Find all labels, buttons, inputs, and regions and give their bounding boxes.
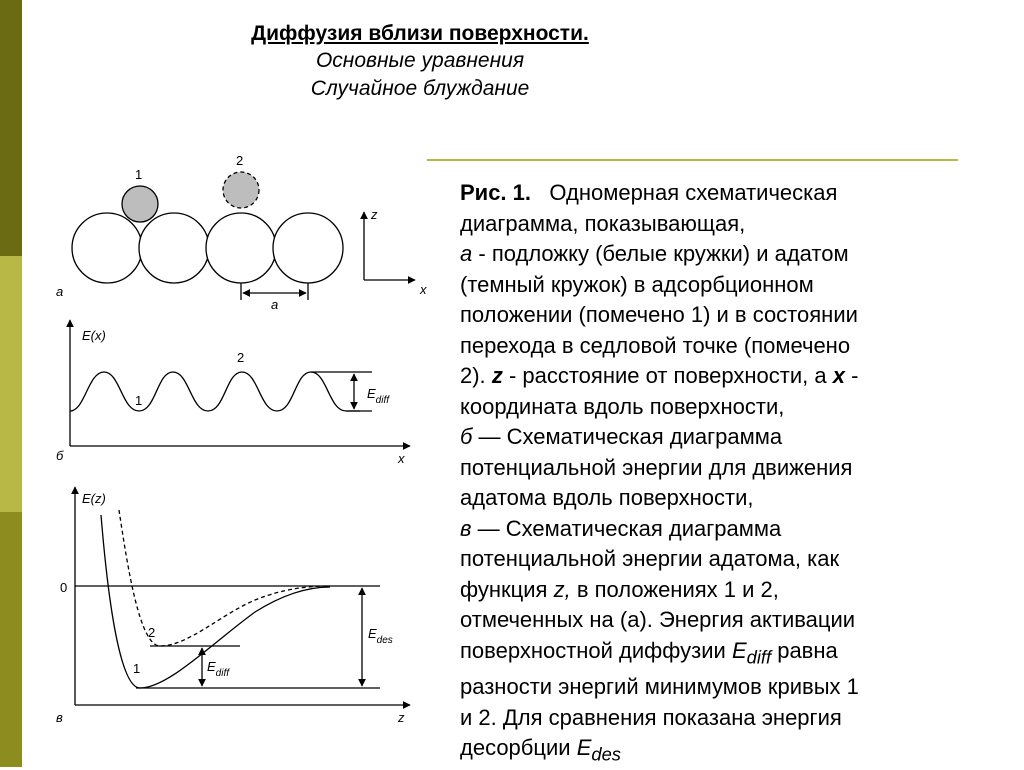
periodic-potential-curve	[70, 372, 360, 411]
caption-line: отмеченных на (а). Энергия активации	[460, 607, 856, 632]
ez-ylabel: E(z)	[82, 491, 106, 506]
curve-2-label: 2	[148, 625, 156, 640]
saddle-2-label: 2	[237, 350, 245, 365]
substrate-atom	[273, 213, 343, 283]
side-stripe-dark	[0, 0, 22, 256]
figure-caption	[460, 178, 985, 770]
caption-line: перехода в седловой точке (помечено	[460, 332, 851, 358]
axis-x-label: x	[420, 282, 427, 297]
panel-v	[75, 487, 410, 705]
curve-1-label: 1	[133, 661, 141, 676]
caption-line: диаграмма, показывающая,	[460, 210, 746, 236]
caption-line: 2). z - расстояние от поверхности, а x -	[460, 363, 859, 388]
divider-line	[427, 159, 958, 161]
panel-b-label: б	[56, 448, 64, 463]
caption-line: и 2. Для сравнения показана энергия	[460, 704, 842, 730]
caption-line: координата вдоль поверхности,	[460, 393, 785, 419]
caption-line: потенциальной энергии адатома, как	[460, 546, 840, 571]
axis-z-label: z	[371, 207, 378, 222]
site-1-label: 1	[135, 167, 143, 182]
title-block	[200, 20, 640, 103]
ex-ylabel: E(x)	[82, 328, 106, 343]
zero-label: 0	[60, 580, 68, 595]
panel-b	[70, 320, 410, 446]
side-stripe-light	[0, 256, 22, 512]
panel-a-label: а	[56, 284, 64, 299]
adatom-adsorbed	[122, 186, 158, 222]
substrate-atom	[206, 213, 276, 283]
caption-line: разности энергий минимумов кривых 1	[460, 674, 859, 700]
ex-xlabel: x	[398, 451, 405, 466]
caption-line: Рис. 1. Одномерная схематическая	[460, 180, 838, 205]
figure-diagrams	[40, 150, 440, 750]
panel-a	[72, 172, 415, 300]
ez-xlabel: z	[398, 710, 405, 725]
caption-line: б — Схематическая диаграмма	[460, 424, 783, 449]
ediff-label-v: $E_{diff}$	[207, 659, 230, 679]
min-1-label: 1	[135, 393, 143, 408]
slide-subtitle-1: Основные уравнения	[315, 49, 525, 72]
caption-line: адатома вдоль поверхности,	[460, 485, 754, 510]
adatom-saddle	[223, 172, 259, 208]
edes-label: $E_{des}$	[368, 626, 393, 646]
caption-line: десорбции $E_{des}$	[460, 735, 621, 765]
caption-line: поверхностной диффузии $E_{diff}$ равна	[460, 637, 838, 667]
site-2-label: 2	[236, 153, 244, 168]
substrate-atom	[72, 213, 142, 283]
panel-v-label: в	[56, 710, 63, 725]
caption-line: потенциальной энергии для движения	[460, 454, 853, 480]
side-stripe-mid	[0, 512, 22, 767]
caption-line: функция z, в положениях 1 и 2,	[460, 576, 779, 602]
caption-line: положении (помечено 1) и в состоянии	[460, 302, 858, 327]
substrate-atom	[139, 213, 209, 283]
caption-line: а - подложку (белые кружки) и адатом	[460, 241, 849, 266]
caption-lead: Рис. 1.	[460, 180, 532, 205]
spacing-label: a	[271, 297, 279, 312]
caption-line: в — Схематическая диаграмма	[460, 515, 782, 541]
slide-title: Диффузия вблизи поверхности.	[251, 22, 589, 45]
slide-subtitle-2: Случайное блуждание	[310, 77, 530, 100]
caption-line: (темный кружок) в адсорбционном	[460, 271, 814, 297]
ediff-label-b: $E_{diff}$	[367, 386, 390, 406]
